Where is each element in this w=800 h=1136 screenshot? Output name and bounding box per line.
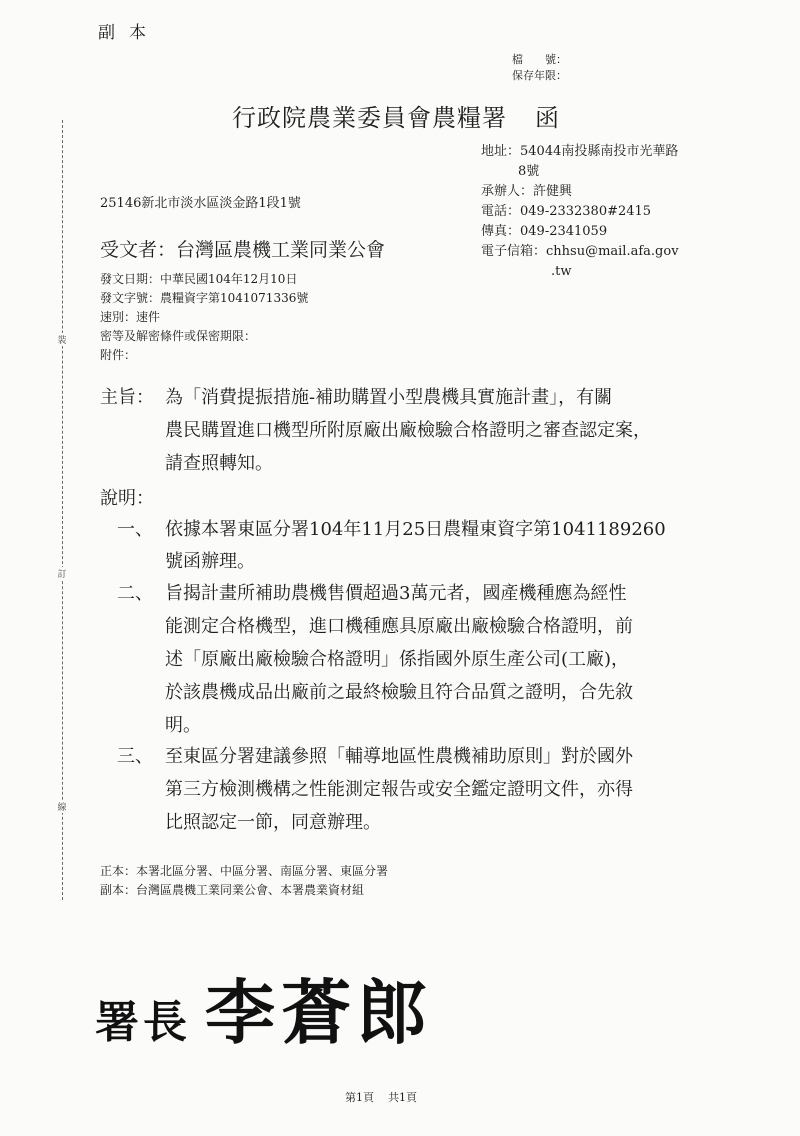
signature-title: 署長 <box>95 997 191 1048</box>
document-meta <box>100 270 308 365</box>
margin-mark-staple: 訂 <box>54 567 70 580</box>
retention-period-label: 保存年限： <box>512 69 567 82</box>
contact-email-cont: .tw <box>551 264 572 279</box>
contact-person: 承辦人：許健興 <box>481 184 573 199</box>
issue-date: 發文日期：中華民國104年12月10日 <box>100 272 298 286</box>
copy-mark: 副本 <box>98 23 160 43</box>
signature <box>95 957 433 1058</box>
subject-line: 為「消費提振措施-補助購置小型農機具實施計畫」，有關 <box>165 387 613 408</box>
agency-name: 行政院農業委員會農糧署 <box>232 104 507 132</box>
paragraph-line: 明。 <box>165 715 201 736</box>
sender-address-cont: 8號 <box>518 164 540 179</box>
page-current: 第1頁 <box>345 1091 374 1104</box>
document-type: 函 <box>535 104 560 132</box>
main-distribution: 正本：本署北區分署、中區分署、南區分署、東區分署 <box>100 864 389 878</box>
signature-name: 李蒼郎 <box>205 972 433 1054</box>
paragraph-line: 號函辦理。 <box>165 551 255 572</box>
item-number: 三、 <box>117 746 153 767</box>
paragraph-line: 比照認定一節，同意辦理。 <box>165 812 381 833</box>
explanation-label: 說明： <box>100 488 154 509</box>
paragraph-line: 依據本署東區分署104年11月25日農糧東資字第1041189260 <box>165 519 666 540</box>
paragraph-line: 旨揭計畫所補助農機售價超過3萬元者，國產機種應為經性 <box>165 583 627 604</box>
margin-mark-line: 線 <box>54 800 70 813</box>
delivery-speed: 速別：速件 <box>100 310 161 324</box>
sender-contact-block <box>481 142 679 282</box>
recipient-mail-address: 25146新北市淡水區淡金路1段1號 <box>100 196 301 211</box>
page-total: 共1頁 <box>388 1091 417 1104</box>
document-number: 發文字號：農糧資字第1041071336號 <box>100 291 309 305</box>
attachment-label: 附件： <box>100 348 137 362</box>
binding-margin-line <box>62 120 63 900</box>
archive-number-label: 檔 號： <box>512 53 567 66</box>
sender-address: 地址：54044南投縣南投市光華路 <box>481 144 679 159</box>
paragraph-line: 至東區分署建議參照「輔導地區性農機補助原則」對於國外 <box>165 746 633 767</box>
page-number <box>345 1089 431 1105</box>
item-number: 二、 <box>117 583 153 604</box>
subject-line: 請查照轉知。 <box>165 453 273 474</box>
contact-email: 電子信箱：chhsu@mail.afa.gov <box>481 244 679 259</box>
document-title <box>232 98 560 133</box>
paragraph-line: 第三方檢測機構之性能測定報告或安全鑑定證明文件，亦得 <box>165 779 633 800</box>
margin-mark-bind: 裝 <box>54 333 70 346</box>
recipient-label: 受文者：台灣區農機工業同業公會 <box>100 239 386 261</box>
paragraph-line: 於該農機成品出廠前之最終檢驗且符合品質之證明，合先敘 <box>165 682 633 703</box>
secrecy-level: 密等及解密條件或保密期限： <box>100 329 257 343</box>
paragraph-line: 述「原廠出廠檢驗合格證明」係指國外原生產公司(工廠)， <box>165 649 630 670</box>
subject-label: 主旨： <box>100 387 154 408</box>
contact-phone: 電話：049-2332380#2415 <box>481 204 652 219</box>
item-number: 一、 <box>117 519 153 540</box>
copy-distribution: 副本：台灣區農機工業同業公會、本署農業資材組 <box>100 883 365 897</box>
subject-line: 農民購置進口機型所附原廠出廠檢驗合格證明之審查認定案， <box>165 420 651 441</box>
paragraph-line: 能測定合格機型，進口機種應具原廠出廠檢驗合格證明，前 <box>165 616 633 637</box>
contact-fax: 傳真：049-2341059 <box>481 224 608 239</box>
archive-info <box>512 52 567 84</box>
